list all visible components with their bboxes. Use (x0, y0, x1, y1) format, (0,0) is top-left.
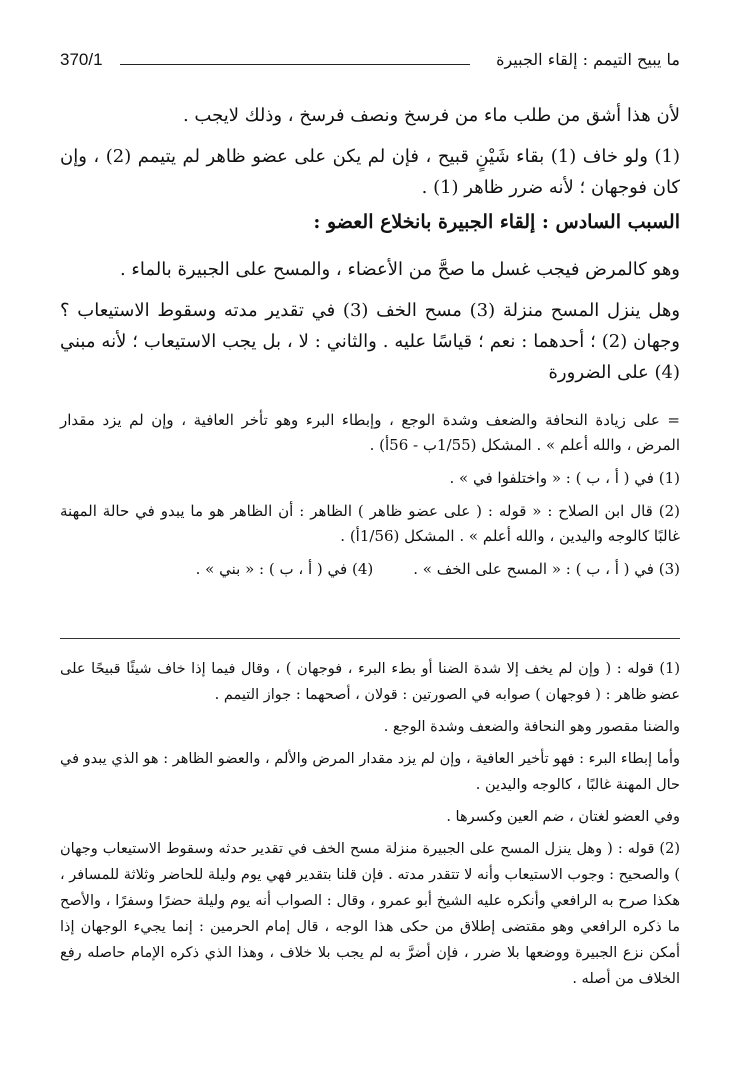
page-number: 370/1 (60, 50, 103, 69)
footnotes-3-4 (60, 557, 680, 582)
main-text (60, 100, 680, 388)
footnotes (60, 408, 680, 582)
header-rule (120, 64, 470, 65)
paragraph-4: وهل ينزل المسح منزلة (3) مسح الخف (3) في تقدير مدته وسقوط الاستيعاب ؟ وجهان (2) ؛ أحدهما : نعم ؛ قياسًا عليه . والثاني : لا ، بل يجب الاستيعاب ؛ لأنه مبني (4) على الضرورة (60, 300, 681, 383)
running-title: ما يبيح التيمم : إلقاء الجبيرة (496, 50, 680, 69)
footnote-2: (2) قال ابن الصلاح : « قوله : ( على عضو ظاهر ) الظاهر : أن الظاهر هو ما يبدو في حالة المهنة غالبًا كالوجه واليدين ، والله أعلم » . المشكل (1/56أ) . (60, 502, 680, 545)
footnote-3: (3) في ( أ ، ب ) : « المسح على الخف » . (413, 560, 680, 578)
paragraph-3: وهو كالمرض فيجب غسل ما صحَّ من الأعضاء ، والمسح على الجبيرة بالماء . (119, 259, 680, 280)
running-header (60, 44, 680, 84)
note-1-explanation: وأما إبطاء البرء : فهو تأخير العافية ، وإن لم يزد مقدار المرض والألم ، والعضو الظاهر : هو الذي يبدو في حال المهنة غالبًا ، كالوجه واليدين . (60, 751, 680, 793)
note-1-definition: والضنا مقصور وهو النحافة والضعف وشدة الوجع . (383, 719, 680, 735)
note-1: (1) قوله : ( وإن لم يخف إلا شدة الضنا أو بطء البرء ، فوجهان ) ، وقال فيما إذا خاف شيئًا قبيحًا على عضو ظاهر : ( فوجهان ) صوابه في الصورتين : قولان ، أصحهما : جواز التيمم . (60, 661, 680, 703)
section-heading: السبب السادس : إلقاء الجبيرة بانخلاع العضو : (313, 211, 680, 233)
note-1-language: وفي العضو لغتان ، ضم العين وكسرها . (446, 809, 680, 825)
footnote-continued: = على زيادة النحافة والضعف وشدة الوجع ، وإبطاء البرء وهو تأخر العافية ، وإن لم يزد مقدار المرض ، والله أعلم » . المشكل (1/55ب - 56أ) . (60, 411, 680, 454)
commentary-notes (60, 656, 680, 998)
footnote-4: (4) في ( أ ، ب ) : « بني » . (195, 560, 374, 578)
paragraph-2: (1) ولو خاف (1) بقاء شَيْنٍ قبيح ، فإن لم يكن على عضو ظاهر لم يتيمم (2) ، وإن كان فوجهان ؛ لأنه ضرر ظاهر (1) . (60, 146, 680, 198)
paragraph-1: لأن هذا أشق من طلب ماء من فرسخ ونصف فرسخ ، وذلك لايجب . (182, 105, 680, 126)
notes-separator (60, 638, 680, 639)
note-2: (2) قوله : ( وهل ينزل المسح على الجبيرة منزلة مسح الخف في تقدير حدثه وسقوط الاستيعاب وجهان ) والصحيح : وجوب الاستيعاب وأنه لا تتقدر مدته . فإن قلنا بتقدير فهي يوم وليلة للحاضر وثلاثة للمسافر ، هكذا صرح به الرافعي وأنكره عليه الشيخ أبو عمرو ، وقال : الصواب أنه يوم وليلة حضرًا وسفرًا ، والأصح ما ذكره الرافعي وهو مقتضى إطلاق من حكى هذا الوجه ، قال إمام الحرمين : إنما يجيء الوجهان إذا أمكن نزع الجبيرة ووضعها بلا ضرر ، فإن أضرَّ به لم يجب بلا خلاف ، وهذا الذي ذكره الإمام حاصله رفع الخلاف من أصله . (60, 841, 680, 987)
footnote-1: (1) في ( أ ، ب ) : « واختلفوا في » . (449, 469, 680, 487)
